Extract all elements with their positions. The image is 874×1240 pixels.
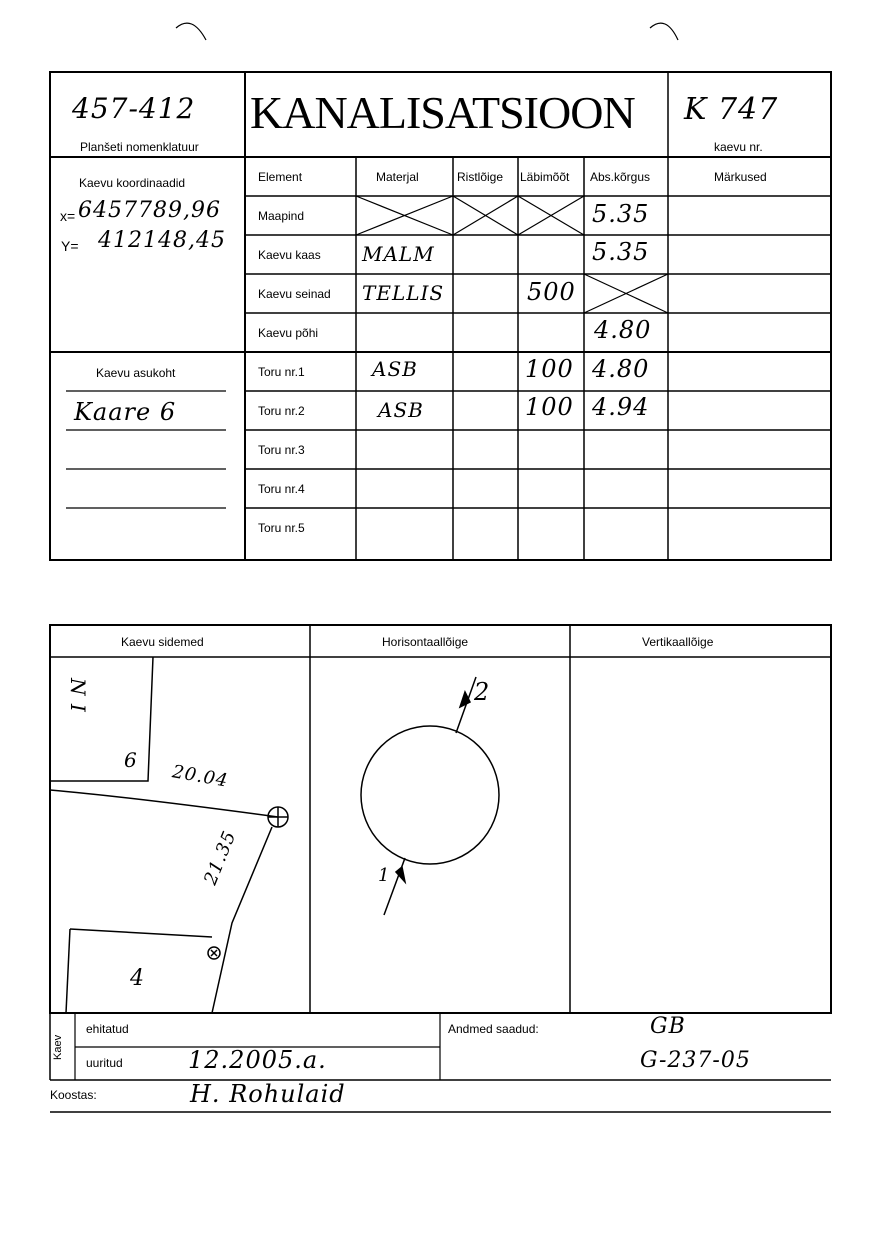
well-circle	[361, 726, 499, 864]
surveyed-label: uuritud	[86, 1056, 123, 1070]
nomenclature-label: Planšeti nomenklatuur	[80, 140, 199, 154]
cell-height-pipe1: 4.80	[592, 355, 650, 383]
table-row-label: Toru nr.2	[258, 404, 305, 418]
well-number-value: K 747	[684, 92, 779, 127]
cell-height-bottom: 4.80	[594, 316, 652, 344]
col-header-notes: Märkused	[714, 170, 767, 184]
section-vertical-label: Vertikaallõige	[642, 635, 714, 649]
data-received-label: Andmed saadud:	[448, 1022, 539, 1036]
cell-material-pipe2: ASB	[378, 398, 424, 422]
data-received-value-2: G-237-05	[640, 1048, 751, 1073]
house-number-4: 4	[130, 966, 145, 991]
cell-height-cover: 5.35	[592, 238, 650, 266]
location-value: Kaare 6	[74, 398, 177, 426]
x-coordinate: 6457789,96	[78, 198, 221, 223]
table-row-label: Maapind	[258, 209, 305, 223]
col-header-material: Materjal	[376, 170, 419, 184]
house-number-6: 6	[124, 748, 138, 772]
horizontal-section-drawing	[310, 657, 570, 1013]
distance-label-2: 21.35	[200, 827, 241, 888]
distance-label-1: 20.04	[170, 761, 230, 792]
pipe-in-number: 1	[378, 865, 391, 886]
table-row-label: Kaevu seinad	[258, 287, 331, 301]
sketch-section	[0, 600, 874, 1020]
cell-height-ground: 5.35	[592, 200, 650, 228]
table-row-label: Toru nr.3	[258, 443, 305, 457]
table-row-label: Kaevu põhi	[258, 326, 319, 340]
cell-diameter-walls: 500	[527, 278, 576, 306]
author-label: Koostas:	[50, 1088, 97, 1102]
data-received-value-1: GB	[650, 1014, 686, 1039]
cell-height-pipe2: 4.94	[592, 393, 650, 421]
section-ties-label: Kaevu sidemed	[121, 635, 204, 649]
y-coordinate: 412148,45	[98, 228, 226, 253]
cell-material-cover: MALM	[362, 242, 435, 266]
well-side-label: Kaev	[52, 1034, 64, 1060]
arrow-icon	[460, 692, 470, 707]
form-title: KANALISATSIOON	[250, 87, 635, 138]
x-prefix: x=	[60, 208, 76, 224]
pipe-out-number: 2	[474, 678, 491, 706]
cell-diameter-pipe1: 100	[525, 355, 574, 383]
surveyed-value: 12.2005.a.	[188, 1046, 327, 1074]
y-prefix: Y=	[61, 238, 79, 254]
well-form	[0, 0, 874, 600]
cell-material-pipe1: ASB	[372, 357, 418, 381]
col-header-element: Element	[258, 170, 303, 184]
north-arrow-label: N I	[66, 678, 90, 713]
table-row-label: Toru nr.5	[258, 521, 305, 535]
nomenclature-value: 457-412	[72, 92, 196, 125]
cell-material-walls: TELLIS	[362, 281, 445, 305]
pipe-out-line	[456, 677, 476, 733]
section-horizontal-label: Horisontaallõige	[382, 635, 469, 649]
footer	[0, 1010, 874, 1130]
table-row-label: Kaevu kaas	[258, 248, 321, 262]
col-header-cross-section: Ristlõige	[457, 170, 504, 184]
built-label: ehitatud	[86, 1022, 129, 1036]
cell-diameter-pipe2: 100	[525, 393, 574, 421]
coordinates-label: Kaevu koordinaadid	[79, 176, 186, 190]
location-label: Kaevu asukoht	[96, 366, 176, 380]
well-number-label: kaevu nr.	[714, 140, 763, 154]
distance-line-1	[50, 790, 278, 817]
table-row-label: Toru nr.1	[258, 365, 305, 379]
col-header-abs-height: Abs.kõrgus	[590, 170, 651, 184]
col-header-diameter: Läbimõõt	[520, 170, 570, 184]
author-signature: H. Rohulaid	[190, 1080, 346, 1108]
table-row-label: Toru nr.4	[258, 482, 305, 496]
building-outline-4	[70, 929, 212, 937]
